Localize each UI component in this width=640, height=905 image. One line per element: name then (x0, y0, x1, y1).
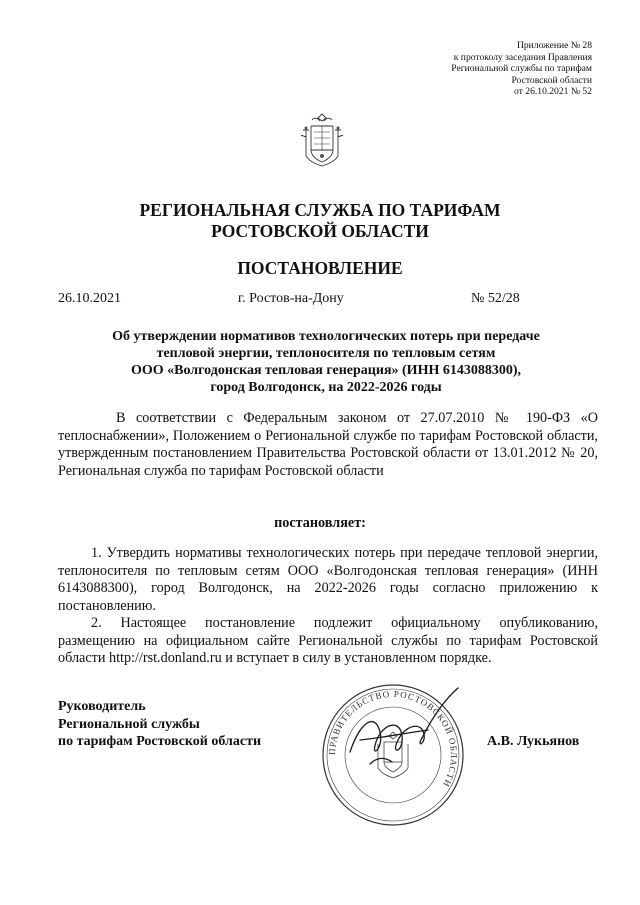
position-line: по тарифам Ростовской области (58, 734, 262, 749)
appendix-line: Ростовской области (511, 74, 592, 86)
coat-of-arms-icon (298, 112, 346, 170)
document-subject (100, 328, 552, 396)
org-title-line1: РЕГИОНАЛЬНАЯ СЛУЖБА ПО ТАРИФАМ (139, 200, 501, 220)
decree-word: постановляет: (274, 515, 366, 531)
subject-line: тепловой энергии, теплоносителя по тепловым сетям (156, 346, 496, 361)
appendix-line: к протоколу заседания Правления (453, 51, 592, 63)
clause-2: 2. Настоящее постановление подлежит официальному опубликованию, размещению на официальном сайте Региональной службы по тарифам Ростовской области http://rst.donland.ru и вступает в силу в установленном порядке. (58, 615, 598, 667)
signatory-position (58, 698, 261, 751)
appendix-line: от 26.10.2021 № 52 (514, 86, 592, 98)
document-date: 26.10.2021 (58, 291, 121, 306)
subject-line: город Волгодонск, на 2022-2026 годы (210, 380, 442, 395)
subject-line: ООО «Волгодонская тепловая генерация» (ИНН 6143088300), (130, 363, 522, 378)
handwritten-signature-icon (330, 682, 480, 792)
position-line: Руководитель (58, 699, 146, 714)
document-type-title: ПОСТАНОВЛЕНИЕ (237, 258, 403, 278)
appendix-line: Приложение № 28 (516, 40, 592, 51)
appendix-note (451, 40, 592, 98)
signatory-name: А.В. Лукьянов (487, 734, 580, 749)
document-city: г. Ростов-на-Дону (238, 291, 344, 306)
seal-text: ПРАВИТЕЛЬСТВО РОСТОВСКОЙ ОБЛАСТИ (326, 688, 460, 790)
appendix-line: Региональной службы по тарифам (451, 63, 592, 75)
position-line: Региональной службы (58, 716, 200, 732)
org-title-line2: РОСТОВСКОЙ ОБЛАСТИ (211, 221, 429, 241)
document-number: № 52/28 (471, 291, 520, 306)
clause-1: 1. Утвердить нормативы технологических потерь при передаче тепловой энергии, теплоносителя по тепловым сетям ООО «Волгодонская тепловая генерация» (ИНН 6143088300), город Волгодонск, на 2022-2026 годы согласно приложению к постановлению. (58, 545, 598, 614)
intro-paragraph: В соответствии с Федеральным законом от 27.07.2010 № 190-ФЗ «О теплоснабжении», Положением о Региональной службе по тарифам Ростовской области, утвержденным постановлением Правительства Ростовской области от 13.01.2012 № 20, Региональная служба по тарифам Ростовской области (58, 410, 598, 479)
subject-line: Об утверждении нормативов технологических потерь при передаче (112, 329, 540, 344)
